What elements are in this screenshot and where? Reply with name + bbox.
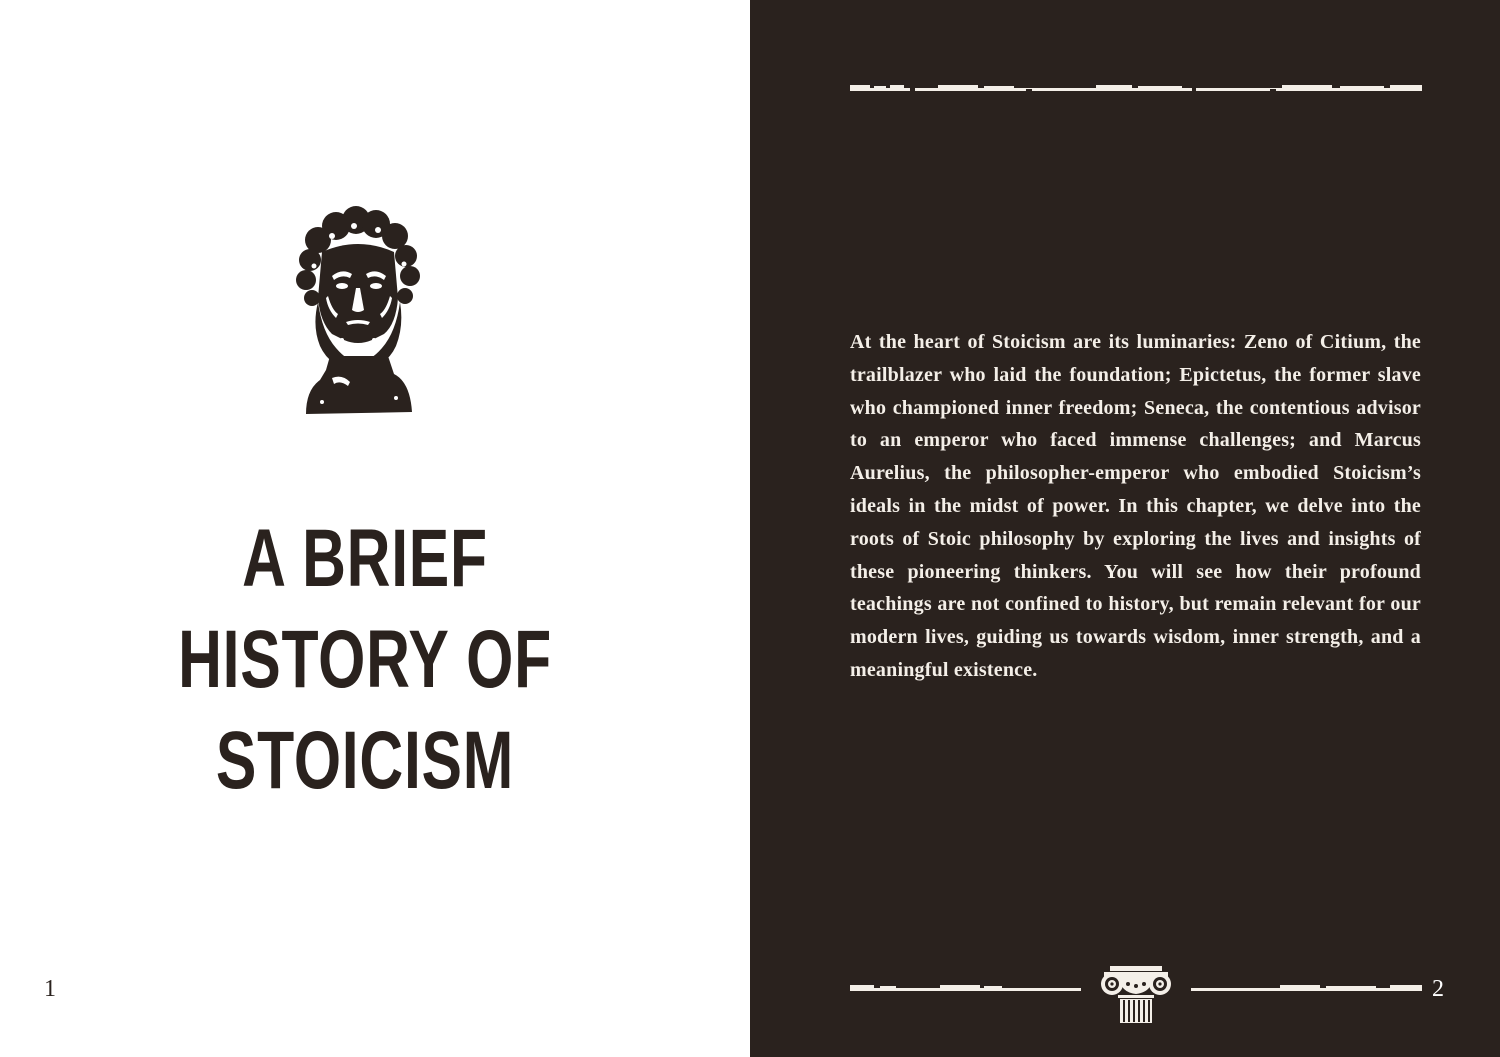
chapter-title-line: A BRIEF <box>242 513 488 604</box>
page-number: 1 <box>44 976 56 1002</box>
decorative-divider-bottom <box>850 962 1422 1024</box>
chapter-title <box>95 508 635 811</box>
decorative-divider-top <box>850 80 1422 94</box>
chapter-title-line: HISTORY OF <box>178 614 552 705</box>
right-page <box>750 0 1500 1057</box>
page-number: 2 <box>1432 976 1444 1002</box>
bust-icon <box>292 206 424 418</box>
ionic-column-capital-icon <box>1101 966 1171 1023</box>
chapter-title-line: STOICISM <box>215 715 515 806</box>
chapter-intro-paragraph: At the heart of Stoicism are its luminaries: Zeno of Citium, the trailblazer who laid the foundation; Epictetus, the former slave who championed inner freedom; Seneca, the contentious advisor to an emperor who faced immense challenges; and Marcus Aurelius, the philosopher-emperor who embodied Stoicism’s ideals in the midst of power. In this chapter, we delve into the roots of Stoic philosophy by exploring the lives and insights of these pioneering thinkers. You will see how their profound teachings are not confined to history, but remain relevant for our modern lives, guiding us towards wisdom, inner strength, and a meaningful existence. <box>850 331 1421 681</box>
